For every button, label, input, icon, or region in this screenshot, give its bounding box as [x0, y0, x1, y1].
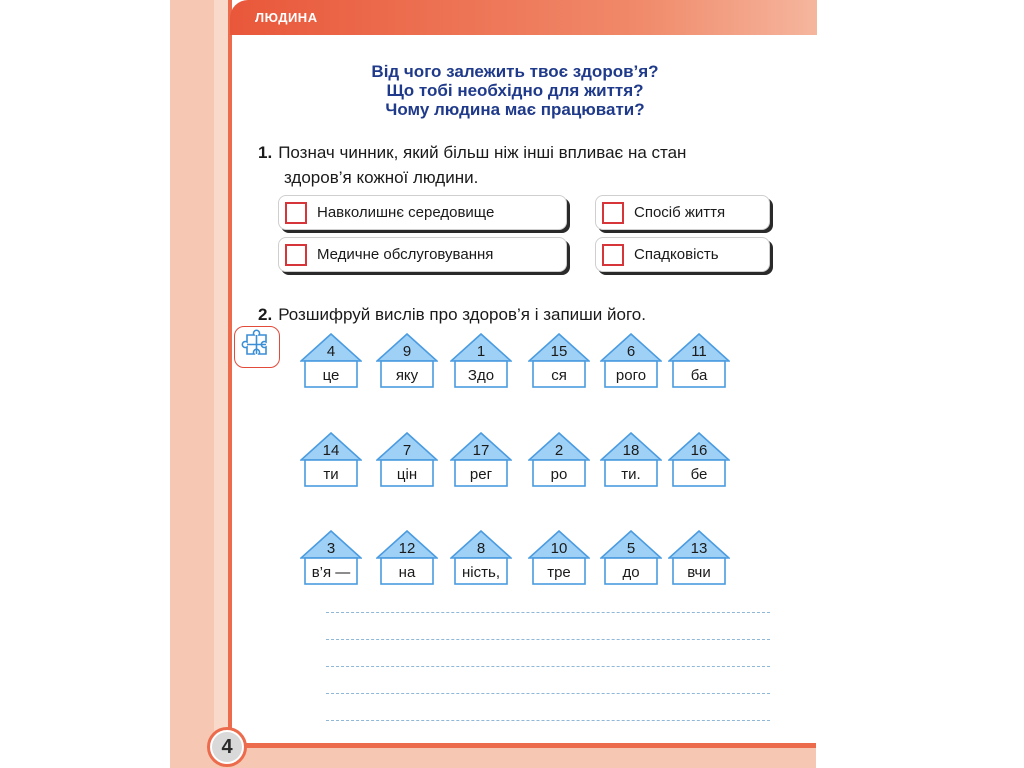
- house-syllable: рого: [615, 367, 647, 384]
- house-number: 5: [626, 540, 636, 557]
- answer-line[interactable]: [326, 666, 770, 667]
- option-label: Медичне обслуговування: [317, 246, 494, 263]
- intro-questions: [300, 62, 730, 119]
- task-1-text-line2: здоров’я кожної людини.: [284, 168, 479, 187]
- house-card: [668, 432, 730, 488]
- question-line: Що тобі необхідно для життя?: [386, 81, 644, 100]
- house-card: [600, 432, 662, 488]
- task-2: [258, 302, 778, 327]
- house-syllable: це: [322, 367, 340, 384]
- house-card: [376, 432, 438, 488]
- house-card: [668, 530, 730, 586]
- house-number: 7: [402, 442, 412, 459]
- house-syllable: цін: [396, 466, 418, 483]
- page-bottom-strip: [170, 748, 816, 768]
- house-number: 14: [322, 442, 340, 459]
- task-number: 2.: [258, 305, 273, 324]
- house-card: [376, 333, 438, 389]
- option-label: Спосіб життя: [634, 204, 726, 221]
- puzzle-icon: [235, 327, 279, 367]
- house-number: 1: [476, 343, 486, 360]
- house-syllable: тре: [547, 564, 571, 581]
- house-number: 3: [326, 540, 336, 557]
- house-number: 15: [550, 343, 568, 360]
- house-syllable: ти: [323, 466, 339, 483]
- chapter-title: ЛЮДИНА: [255, 10, 318, 25]
- house-number: 12: [398, 540, 416, 557]
- house-syllable: ро: [550, 466, 568, 483]
- house-number: 2: [554, 442, 564, 459]
- task-1-text-line1: Познач чинник, який більш ніж інші впливає на стан: [278, 143, 687, 162]
- house-syllable: вчи: [687, 564, 711, 581]
- checkbox[interactable]: [285, 244, 307, 266]
- checkbox[interactable]: [602, 202, 624, 224]
- house-number: 9: [402, 343, 412, 360]
- option-environment[interactable]: [278, 195, 567, 230]
- house-syllable: до: [622, 564, 640, 581]
- page-border-bottom: [230, 743, 816, 748]
- page-border-left: [228, 0, 232, 748]
- house-card: [528, 530, 590, 586]
- page-side-strip-inner: [214, 0, 228, 768]
- option-heredity[interactable]: [595, 237, 770, 272]
- answer-line[interactable]: [326, 639, 770, 640]
- house-number: 13: [690, 540, 708, 557]
- house-number: 10: [550, 540, 568, 557]
- house-card: [450, 432, 512, 488]
- option-label: Навколишнє середовище: [317, 204, 495, 221]
- puzzle-badge: [234, 326, 280, 368]
- house-syllable: в’я —: [311, 564, 351, 581]
- house-card: [300, 530, 362, 586]
- house-number: 8: [476, 540, 486, 557]
- house-card: [528, 333, 590, 389]
- house-syllable: на: [398, 564, 416, 581]
- house-number: 4: [326, 343, 336, 360]
- house-card: [450, 530, 512, 586]
- page-number: 4: [212, 732, 242, 762]
- task-1: [258, 140, 778, 190]
- option-medical-care[interactable]: [278, 237, 567, 272]
- house-card: [300, 333, 362, 389]
- option-lifestyle[interactable]: [595, 195, 770, 230]
- house-syllable: бе: [690, 466, 708, 483]
- checkbox[interactable]: [602, 244, 624, 266]
- house-syllable: Здо: [467, 367, 495, 384]
- house-syllable: ба: [690, 367, 708, 384]
- house-number: 17: [472, 442, 490, 459]
- chapter-header: [230, 0, 817, 35]
- house-card: [600, 333, 662, 389]
- task-2-text: Розшифруй вислів про здоров’я і запиши його.: [278, 305, 646, 324]
- page-number-badge: [207, 727, 247, 767]
- house-card: [668, 333, 730, 389]
- answer-line[interactable]: [326, 720, 770, 721]
- house-syllable: ність,: [462, 564, 500, 581]
- house-card: [376, 530, 438, 586]
- house-card: [528, 432, 590, 488]
- house-number: 6: [626, 343, 636, 360]
- question-line: Від чого залежить твоє здоров’я?: [371, 62, 659, 81]
- answer-line[interactable]: [326, 693, 770, 694]
- house-syllable: ти.: [621, 466, 641, 483]
- house-card: [600, 530, 662, 586]
- house-syllable: рег: [469, 466, 493, 483]
- option-label: Спадковість: [634, 246, 719, 263]
- house-number: 16: [690, 442, 708, 459]
- house-card: [450, 333, 512, 389]
- house-syllable: яку: [395, 367, 419, 384]
- task-number: 1.: [258, 143, 273, 162]
- house-number: 18: [622, 442, 640, 459]
- question-line: Чому людина має працювати?: [385, 100, 645, 119]
- house-syllable: ся: [551, 367, 567, 384]
- checkbox[interactable]: [285, 202, 307, 224]
- answer-line[interactable]: [326, 612, 770, 613]
- house-number: 11: [691, 343, 707, 360]
- house-card: [300, 432, 362, 488]
